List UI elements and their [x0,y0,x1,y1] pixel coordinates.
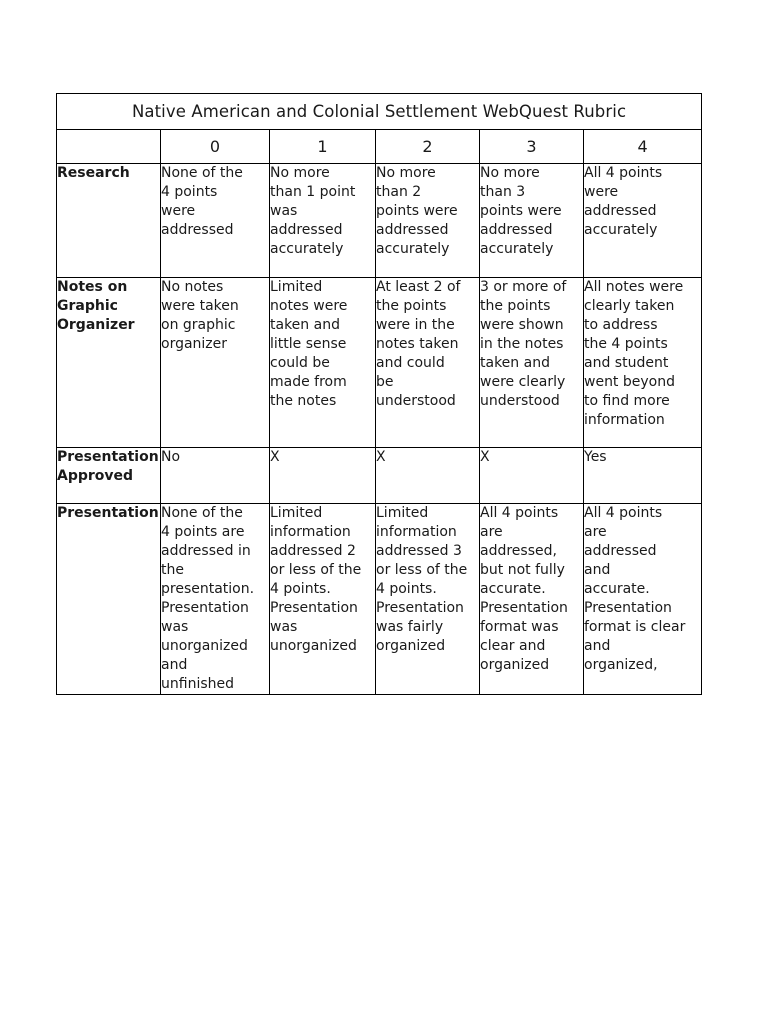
score-header-0: 0 [161,130,270,164]
rubric-cell: All 4 points were addressed accurately [584,164,702,278]
rubric-row-notes [57,278,702,448]
score-header-1: 1 [270,130,376,164]
rubric-cell: All 4 points are addressed and accurate. Presentation format is clear and organized, [584,504,702,695]
rubric-cell: At least 2 of the points were in the notes taken and could be understood [376,278,480,448]
rubric-cell: X [376,448,480,504]
score-header-row [57,130,702,164]
rubric-cell: No notes were taken on graphic organizer [161,278,270,448]
rubric-cell: X [270,448,376,504]
rubric-cell: No [161,448,270,504]
criteria-header-blank [57,130,161,164]
rubric-cell: None of the 4 points were addressed [161,164,270,278]
rubric-cell: Limited notes were taken and little sense could be made from the notes [270,278,376,448]
score-header-2: 2 [376,130,480,164]
rubric-cell: Limited information addressed 2 or less of the 4 points. Presentation was unorganized [270,504,376,695]
rubric-cell: 3 or more of the points were shown in the notes taken and were clearly understood [480,278,584,448]
rubric-cell: No more than 1 point was addressed accurately [270,164,376,278]
rubric-table [56,93,702,695]
rubric-cell: Yes [584,448,702,504]
score-header-3: 3 [480,130,584,164]
rubric-title: Native American and Colonial Settlement WebQuest Rubric [57,94,702,130]
criterion-label: Presentation Approved [57,448,161,504]
rubric-row-research [57,164,702,278]
rubric-cell: None of the 4 points are addressed in the presentation. Presentation was unorganized and unfinished [161,504,270,695]
title-row [57,94,702,130]
rubric-cell: No more than 3 points were addressed accurately [480,164,584,278]
criterion-label: Research [57,164,161,278]
rubric-cell: X [480,448,584,504]
rubric-cell: All notes were clearly taken to address the 4 points and student went beyond to find more information [584,278,702,448]
rubric-row-presentation [57,504,702,695]
rubric-cell: Limited information addressed 3 or less of the 4 points. Presentation was fairly organized [376,504,480,695]
rubric-cell: All 4 points are addressed, but not fully accurate. Presentation format was clear and organized [480,504,584,695]
criterion-label: Notes on Graphic Organizer [57,278,161,448]
rubric-row-approved [57,448,702,504]
criterion-label: Presentation [57,504,161,695]
score-header-4: 4 [584,130,702,164]
rubric-cell: No more than 2 points were addressed accurately [376,164,480,278]
